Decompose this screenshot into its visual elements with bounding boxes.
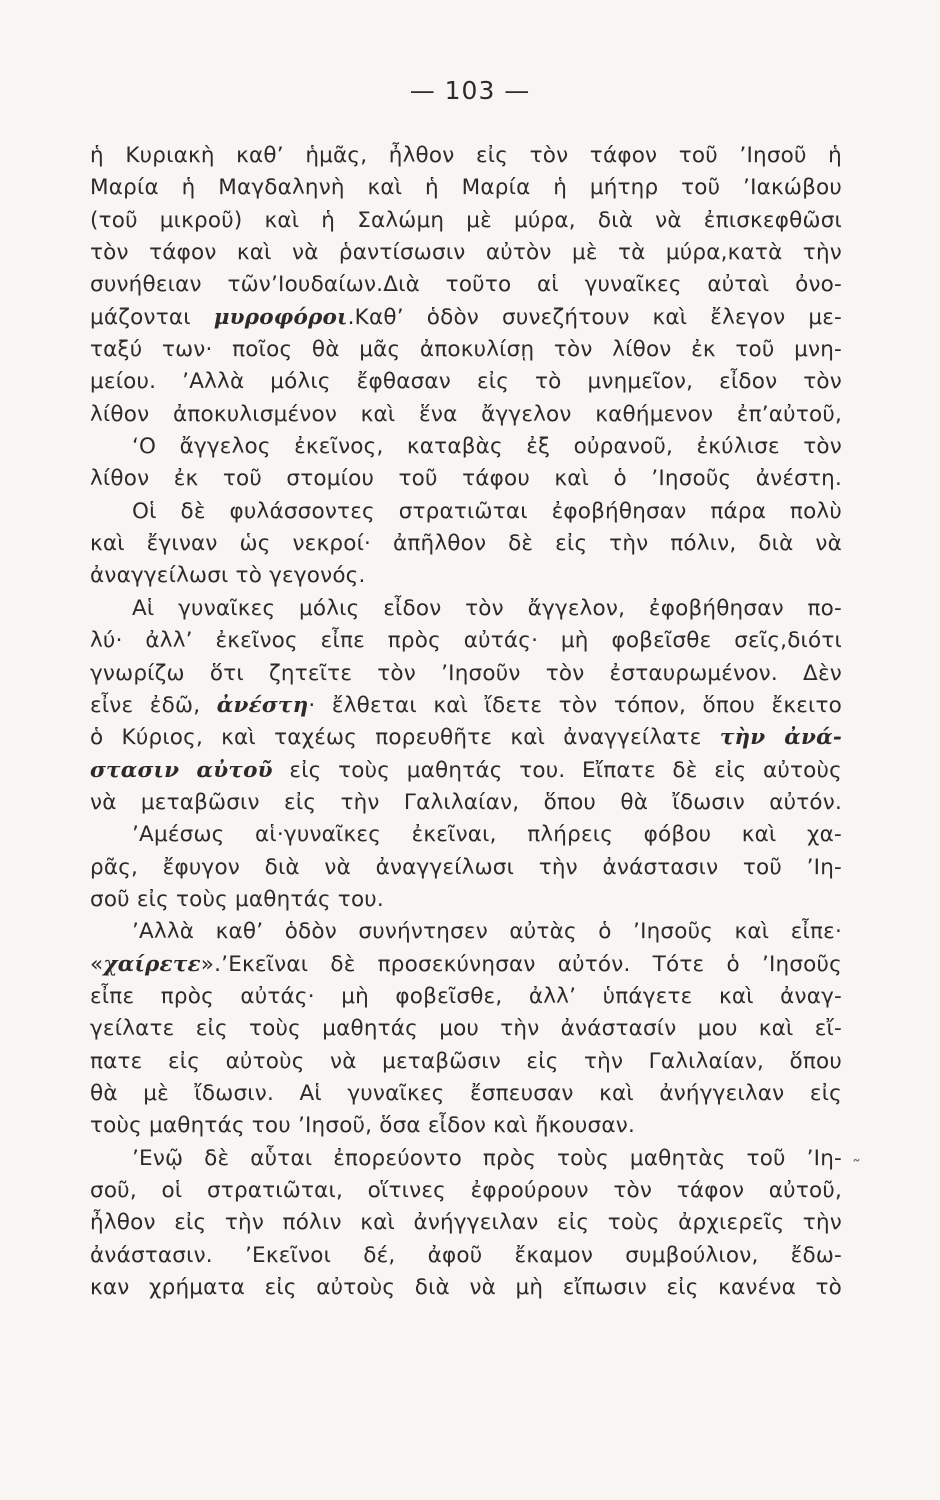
line-text: «	[90, 951, 104, 977]
text-line	[90, 593, 842, 625]
line-text: ’Αλλὰ καθ’ ὁδὸν συνήντησεν αὐτὰς ὁ ’Ιησοῦς καὶ εἶπε·	[132, 919, 842, 945]
line-text: ».’Εκεῖναι δὲ προσεκύνησαν αὐτόν. Τότε ὁ ’Ιησοῦς	[200, 951, 842, 977]
line-text: καν χρήματα εἰς αὐτοὺς διὰ νὰ μὴ εἴπωσιν εἰς κανένα τὸ	[90, 1275, 842, 1301]
text-line	[90, 852, 842, 884]
emphasized-text: στασιν αὐτοῦ	[90, 757, 273, 783]
line-text: ’Ενῷ δὲ αὗται ἐπορεύοντο πρὸς τοὺς μαθητὰς τοῦ ’Ιη-	[132, 1145, 842, 1171]
line-text: εἶπε πρὸς αὐτάς· μὴ φοβεῖσθε, ἀλλ’ ὑπάγετε καὶ ἀναγ-	[90, 983, 842, 1009]
line-text: μείου. ’Αλλὰ μόλις ἔφθασαν εἰς τὸ μνημεῖον, εἶδον τὸν	[90, 369, 842, 395]
text-line	[90, 1240, 842, 1272]
text-line	[90, 1046, 842, 1078]
emphasized-text: τὴν ἀνά-	[719, 725, 842, 751]
text-line	[90, 1013, 842, 1045]
text-line	[90, 463, 842, 495]
text-line	[90, 1110, 842, 1142]
line-text: Μαρία ἡ Μαγδαληνὴ καὶ ἡ Μαρία ἡ μήτηρ τοῦ ’Ιακώβου	[90, 175, 842, 201]
text-line	[90, 140, 842, 172]
text-line	[90, 722, 842, 754]
text-line	[90, 366, 842, 398]
line-text: λύ· ἀλλ’ ἐκεῖνος εἶπε πρὸς αὐτάς· μὴ φοβεῖσθε σεῖς,διότι	[90, 628, 842, 654]
text-line	[90, 1207, 842, 1239]
line-text: πατε εἰς αὐτοὺς νὰ μεταβῶσιν εἰς τὴν Γαλιλαίαν, ὅπου	[90, 1048, 842, 1074]
text-line	[90, 334, 842, 366]
body-text	[90, 140, 842, 1304]
line-text: ἡ Κυριακὴ καθ’ ἡμᾶς, ἦλθον εἰς τὸν τάφον τοῦ ’Ιησοῦ ἡ	[90, 143, 842, 168]
text-line	[90, 560, 842, 592]
text-line	[90, 1175, 842, 1207]
line-text: ἦλθον εἰς τὴν πόλιν καὶ ἀνήγγειλαν εἰς τοὺς ἀρχιερεῖς τὴν	[90, 1210, 842, 1236]
text-line	[90, 1078, 842, 1110]
text-line	[90, 787, 842, 819]
line-text: τοὺς μαθητάς του ’Ιησοῦ, ὅσα εἶδον καὶ ἤκουσαν.	[90, 1113, 635, 1139]
text-line	[90, 496, 842, 528]
line-text: ρᾶς, ἔφυγον διὰ νὰ ἀναγγείλωσι τὴν ἀνάστασιν τοῦ ’Ιη-	[90, 854, 842, 880]
emphasized-text: χαίρετε	[103, 951, 201, 977]
margin-mark: ˜	[852, 1157, 861, 1178]
line-text: εἰς τοὺς μαθητάς του. Εἴπατε δὲ εἰς αὐτοὺς	[272, 757, 842, 783]
text-line	[90, 819, 842, 851]
emphasized-text: ἀνέστη	[216, 692, 309, 718]
text-line	[90, 755, 842, 787]
line-text: θὰ μὲ ἴδωσιν. Αἱ γυναῖκες ἔσπευσαν καὶ ἀνήγγειλαν εἰς	[90, 1080, 842, 1106]
text-line	[90, 625, 842, 657]
text-line	[90, 1143, 842, 1175]
line-text: γείλατε εἰς τοὺς μαθητάς μου τὴν ἀνάστασίν μου καὶ εἴ-	[90, 1016, 842, 1042]
text-line	[90, 528, 842, 560]
line-text: μάζονται	[90, 304, 214, 330]
text-line	[90, 269, 842, 301]
line-text: ἀναγγείλωσι τὸ γεγονός.	[90, 563, 366, 589]
line-text: εἶνε ἐδῶ,	[90, 692, 217, 718]
line-text: λίθον ἐκ τοῦ στομίου τοῦ τάφου καὶ ὁ ’Ιησοῦς ἀνέστη.	[90, 466, 842, 492]
text-line	[90, 916, 842, 948]
text-line	[90, 884, 842, 916]
text-line	[90, 690, 842, 722]
line-text: Οἱ δὲ φυλάσσοντες στρατιῶται ἐφοβήθησαν πάρα πολὺ	[132, 498, 842, 524]
line-text: (τοῦ μικροῦ) καὶ ἡ Σαλώμη μὲ μύρα, διὰ νὰ ἐπισκεφθῶσι	[90, 207, 842, 233]
line-text: καὶ ἔγιναν ὡς νεκροί· ἀπῆλθον δὲ εἰς τὴν πόλιν, διὰ νὰ	[90, 531, 842, 557]
text-line	[90, 399, 842, 431]
line-text: ἀνάστασιν. ’Εκεῖνοι δέ, ἀφοῦ ἔκαμον συμβούλιον, ἔδω-	[90, 1242, 842, 1268]
text-line	[90, 949, 842, 981]
line-text: σοῦ εἰς τοὺς μαθητάς του.	[90, 886, 384, 912]
line-text: γνωρίζω ὅτι ζητεῖτε τὸν ’Ιησοῦν τὸν ἐσταυρωμένον. Δὲν	[90, 660, 842, 686]
line-text: σοῦ, οἱ στρατιῶται, οἵτινες ἐφρούρουν τὸν τάφον αὐτοῦ,	[90, 1178, 842, 1203]
text-line	[90, 237, 842, 269]
text-line	[90, 205, 842, 237]
line-text: · ἔλθεται καὶ ἴδετε τὸν τόπον, ὅπου ἔκειτο	[308, 692, 842, 718]
emphasized-text: μυροφόροι	[213, 304, 348, 330]
text-line	[90, 431, 842, 463]
text-line	[90, 981, 842, 1013]
text-line	[90, 172, 842, 204]
page-number: — 103 —	[409, 76, 531, 105]
line-text: λίθον ἀποκυλισμένον καὶ ἕνα ἄγγελον καθήμενον ἐπ’αὐτοῦ,	[90, 401, 842, 427]
line-text: ὁ Κύριος, καὶ ταχέως πορευθῆτε καὶ ἀναγγείλατε	[90, 725, 720, 751]
line-text: τὸν τάφον καὶ νὰ ῥαντίσωσιν αὐτὸν μὲ τὰ μύρα,κατὰ τὴν	[90, 240, 842, 266]
line-text: ‘Ο ἄγγελος ἐκεῖνος, καταβὰς ἐξ οὐρανοῦ, ἐκύλισε τὸν	[132, 434, 842, 460]
text-line	[90, 1272, 842, 1304]
line-text: νὰ μεταβῶσιν εἰς τὴν Γαλιλαίαν, ὅπου θὰ ἴδωσιν αὐτόν.	[90, 789, 842, 815]
line-text: συνήθειαν τῶν’Ιουδαίων.Διὰ τοῦτο αἱ γυναῖκες αὐταὶ ὀνο-	[90, 272, 842, 298]
line-text: ταξύ των· ποῖος θὰ μᾶς ἀποκυλίσῃ τὸν λίθον ἐκ τοῦ μνη-	[90, 337, 842, 363]
text-line	[90, 658, 842, 690]
line-text: Αἱ γυναῖκες μόλις εἶδον τὸν ἄγγελον, ἐφοβήθησαν πο-	[132, 595, 842, 621]
line-text: ’Αμέσως αἱ·γυναῖκες ἐκεῖναι, πλήρεις φόβου καὶ χα-	[132, 822, 842, 848]
text-line	[90, 302, 842, 334]
line-text: .Καθ’ ὁδὸν συνεζήτουν καὶ ἔλεγον με-	[347, 304, 842, 330]
